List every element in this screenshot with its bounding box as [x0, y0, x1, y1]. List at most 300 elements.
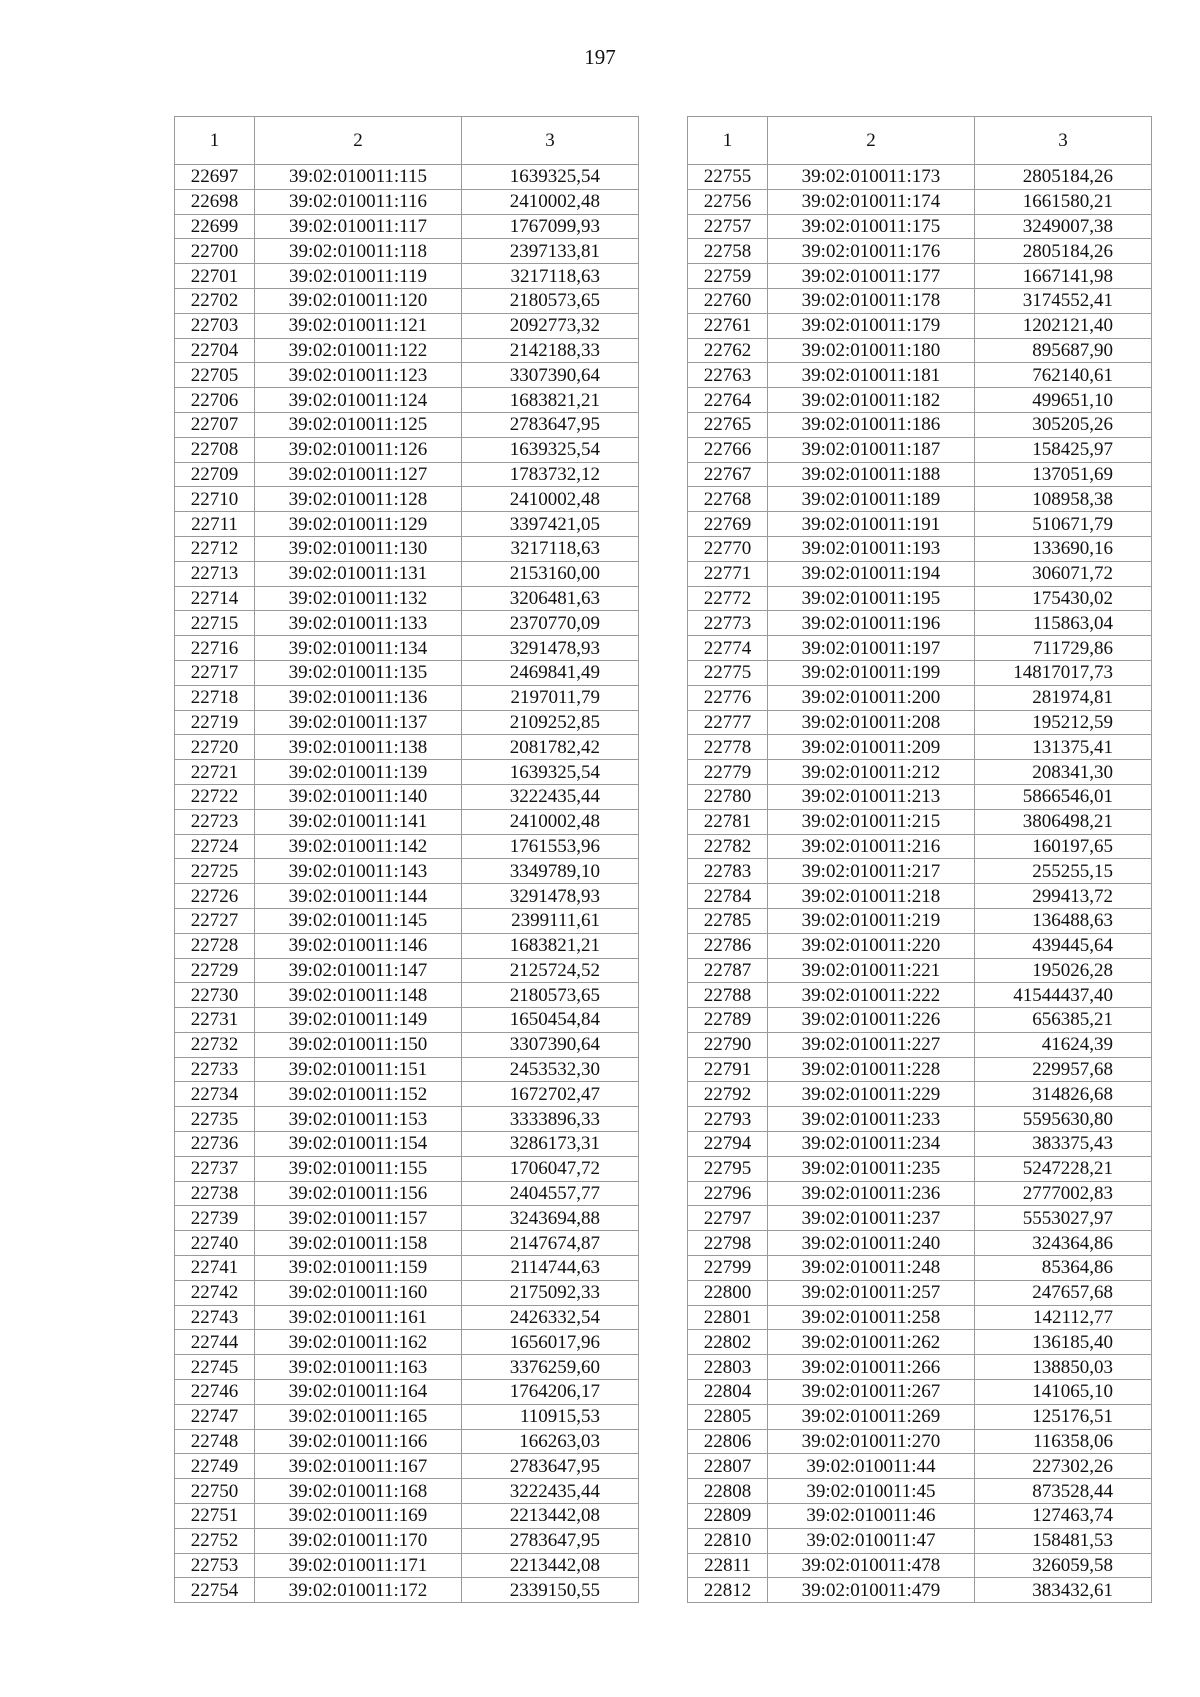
cadastral-id-cell: 39:02:010011:187 — [768, 437, 975, 462]
row-number-cell: 22739 — [175, 1206, 255, 1231]
table-row — [688, 1280, 1152, 1305]
table-row — [688, 1553, 1152, 1578]
row-number-cell: 22804 — [688, 1380, 768, 1405]
table-row — [688, 1082, 1152, 1107]
cadastral-id-cell: 39:02:010011:196 — [768, 611, 975, 636]
row-number-cell: 22757 — [688, 214, 768, 239]
value-cell: 3217118,63 — [462, 264, 639, 289]
table-row — [688, 1032, 1152, 1057]
value-cell: 2805184,26 — [975, 239, 1152, 264]
value-cell: 1683821,21 — [462, 933, 639, 958]
row-number-cell: 22728 — [175, 933, 255, 958]
cadastral-id-cell: 39:02:010011:236 — [768, 1181, 975, 1206]
table-row — [688, 536, 1152, 561]
row-number-cell: 22735 — [175, 1107, 255, 1132]
value-cell: 227302,26 — [975, 1454, 1152, 1479]
cadastral-id-cell: 39:02:010011:175 — [768, 214, 975, 239]
table-row — [175, 611, 639, 636]
table-row — [688, 760, 1152, 785]
value-cell: 3806498,21 — [975, 809, 1152, 834]
value-cell: 131375,41 — [975, 735, 1152, 760]
cadastral-id-cell: 39:02:010011:479 — [768, 1578, 975, 1603]
value-cell: 115863,04 — [975, 611, 1152, 636]
value-cell: 2783647,95 — [462, 1528, 639, 1553]
value-cell: 2410002,48 — [462, 809, 639, 834]
cadastral-id-cell: 39:02:010011:266 — [768, 1355, 975, 1380]
table-row — [688, 1107, 1152, 1132]
row-number-cell: 22721 — [175, 760, 255, 785]
row-number-cell: 22742 — [175, 1280, 255, 1305]
table-row — [688, 958, 1152, 983]
value-cell: 1672702,47 — [462, 1082, 639, 1107]
value-cell: 1761553,96 — [462, 834, 639, 859]
table-row — [688, 189, 1152, 214]
row-number-cell: 22762 — [688, 338, 768, 363]
row-number-cell: 22787 — [688, 958, 768, 983]
cadastral-id-cell: 39:02:010011:179 — [768, 313, 975, 338]
value-cell: 3349789,10 — [462, 859, 639, 884]
row-number-cell: 22782 — [688, 834, 768, 859]
table-row — [175, 1280, 639, 1305]
cadastral-id-cell: 39:02:010011:165 — [255, 1404, 462, 1429]
row-number-cell: 22738 — [175, 1181, 255, 1206]
cadastral-id-cell: 39:02:010011:171 — [255, 1553, 462, 1578]
table-row — [175, 512, 639, 537]
value-cell: 1667141,98 — [975, 264, 1152, 289]
table-row — [688, 512, 1152, 537]
row-number-cell: 22746 — [175, 1380, 255, 1405]
cadastral-id-cell: 39:02:010011:125 — [255, 412, 462, 437]
cadastral-id-cell: 39:02:010011:219 — [768, 908, 975, 933]
cadastral-id-cell: 39:02:010011:152 — [255, 1082, 462, 1107]
row-number-cell: 22701 — [175, 264, 255, 289]
table-row — [175, 1156, 639, 1181]
table-row — [688, 710, 1152, 735]
row-number-cell: 22724 — [175, 834, 255, 859]
cadastral-id-cell: 39:02:010011:161 — [255, 1305, 462, 1330]
table-row — [175, 536, 639, 561]
row-number-cell: 22765 — [688, 412, 768, 437]
value-cell: 1767099,93 — [462, 214, 639, 239]
table-row — [175, 1231, 639, 1256]
table-row — [688, 1256, 1152, 1281]
table-row — [175, 884, 639, 909]
value-cell: 2783647,95 — [462, 1454, 639, 1479]
value-cell: 873528,44 — [975, 1479, 1152, 1504]
row-number-cell: 22741 — [175, 1256, 255, 1281]
value-cell: 2469841,49 — [462, 660, 639, 685]
row-number-cell: 22805 — [688, 1404, 768, 1429]
value-cell: 158481,53 — [975, 1528, 1152, 1553]
value-cell: 3222435,44 — [462, 1479, 639, 1504]
row-number-cell: 22780 — [688, 784, 768, 809]
table-row — [688, 611, 1152, 636]
value-cell: 2783647,95 — [462, 412, 639, 437]
value-cell: 1661580,21 — [975, 189, 1152, 214]
table-row — [688, 784, 1152, 809]
value-cell: 116358,06 — [975, 1429, 1152, 1454]
value-cell: 2213442,08 — [462, 1553, 639, 1578]
value-cell: 2109252,85 — [462, 710, 639, 735]
row-number-cell: 22710 — [175, 487, 255, 512]
value-cell: 136185,40 — [975, 1330, 1152, 1355]
row-number-cell: 22751 — [175, 1504, 255, 1529]
row-number-cell: 22779 — [688, 760, 768, 785]
cadastral-id-cell: 39:02:010011:220 — [768, 933, 975, 958]
row-number-cell: 22755 — [688, 165, 768, 190]
value-cell: 1706047,72 — [462, 1156, 639, 1181]
cadastral-id-cell: 39:02:010011:162 — [255, 1330, 462, 1355]
table-row — [175, 1107, 639, 1132]
row-number-cell: 22796 — [688, 1181, 768, 1206]
table-row — [175, 933, 639, 958]
table-row — [688, 1181, 1152, 1206]
value-cell: 3307390,64 — [462, 363, 639, 388]
value-cell: 1202121,40 — [975, 313, 1152, 338]
row-number-cell: 22713 — [175, 561, 255, 586]
value-cell: 383432,61 — [975, 1578, 1152, 1603]
cadastral-id-cell: 39:02:010011:121 — [255, 313, 462, 338]
row-number-cell: 22777 — [688, 710, 768, 735]
value-cell: 326059,58 — [975, 1553, 1152, 1578]
row-number-cell: 22785 — [688, 908, 768, 933]
cadastral-id-cell: 39:02:010011:262 — [768, 1330, 975, 1355]
table-row — [175, 1429, 639, 1454]
value-cell: 2125724,52 — [462, 958, 639, 983]
row-number-cell: 22773 — [688, 611, 768, 636]
table-row — [688, 660, 1152, 685]
row-number-cell: 22811 — [688, 1553, 768, 1578]
cadastral-table-left — [174, 116, 639, 1603]
row-number-cell: 22720 — [175, 735, 255, 760]
table-row — [175, 1032, 639, 1057]
value-cell: 2175092,33 — [462, 1280, 639, 1305]
cadastral-id-cell: 39:02:010011:177 — [768, 264, 975, 289]
row-number-cell: 22709 — [175, 462, 255, 487]
row-number-cell: 22781 — [688, 809, 768, 834]
table-row — [688, 1528, 1152, 1553]
row-number-cell: 22697 — [175, 165, 255, 190]
value-cell: 2404557,77 — [462, 1181, 639, 1206]
value-cell: 125176,51 — [975, 1404, 1152, 1429]
row-number-cell: 22791 — [688, 1057, 768, 1082]
row-number-cell: 22769 — [688, 512, 768, 537]
table-row — [175, 735, 639, 760]
table-row — [688, 884, 1152, 909]
cadastral-id-cell: 39:02:010011:127 — [255, 462, 462, 487]
cadastral-id-cell: 39:02:010011:118 — [255, 239, 462, 264]
column-header-value: 3 — [975, 117, 1152, 165]
row-number-cell: 22807 — [688, 1454, 768, 1479]
table-row — [688, 1578, 1152, 1603]
value-cell: 2426332,54 — [462, 1305, 639, 1330]
value-cell: 2180573,65 — [462, 288, 639, 313]
row-number-cell: 22743 — [175, 1305, 255, 1330]
cadastral-id-cell: 39:02:010011:195 — [768, 586, 975, 611]
table-row — [175, 1380, 639, 1405]
table-row — [688, 214, 1152, 239]
cadastral-id-cell: 39:02:010011:200 — [768, 685, 975, 710]
table-row — [175, 660, 639, 685]
cadastral-id-cell: 39:02:010011:134 — [255, 636, 462, 661]
table-row — [688, 586, 1152, 611]
table-row — [175, 214, 639, 239]
value-cell: 5247228,21 — [975, 1156, 1152, 1181]
value-cell: 3307390,64 — [462, 1032, 639, 1057]
value-cell: 305205,26 — [975, 412, 1152, 437]
table-row — [175, 264, 639, 289]
row-number-cell: 22705 — [175, 363, 255, 388]
row-number-cell: 22718 — [175, 685, 255, 710]
cadastral-id-cell: 39:02:010011:227 — [768, 1032, 975, 1057]
value-cell: 2339150,55 — [462, 1578, 639, 1603]
table-row — [175, 908, 639, 933]
row-number-cell: 22800 — [688, 1280, 768, 1305]
value-cell: 314826,68 — [975, 1082, 1152, 1107]
cadastral-id-cell: 39:02:010011:126 — [255, 437, 462, 462]
value-cell: 41544437,40 — [975, 983, 1152, 1008]
row-number-cell: 22810 — [688, 1528, 768, 1553]
cadastral-id-cell: 39:02:010011:136 — [255, 685, 462, 710]
value-cell: 1639325,54 — [462, 437, 639, 462]
value-cell: 2081782,42 — [462, 735, 639, 760]
cadastral-id-cell: 39:02:010011:199 — [768, 660, 975, 685]
row-number-cell: 22732 — [175, 1032, 255, 1057]
table-row — [688, 834, 1152, 859]
cadastral-id-cell: 39:02:010011:137 — [255, 710, 462, 735]
row-number-cell: 22704 — [175, 338, 255, 363]
table-row — [688, 1479, 1152, 1504]
value-cell: 3249007,38 — [975, 214, 1152, 239]
value-cell: 41624,39 — [975, 1032, 1152, 1057]
cadastral-id-cell: 39:02:010011:132 — [255, 586, 462, 611]
cadastral-id-cell: 39:02:010011:119 — [255, 264, 462, 289]
row-number-cell: 22809 — [688, 1504, 768, 1529]
value-cell: 160197,65 — [975, 834, 1152, 859]
value-cell: 195212,59 — [975, 710, 1152, 735]
value-cell: 108958,38 — [975, 487, 1152, 512]
table-row — [175, 561, 639, 586]
value-cell: 3222435,44 — [462, 784, 639, 809]
value-cell: 110915,53 — [462, 1404, 639, 1429]
value-cell: 2213442,08 — [462, 1504, 639, 1529]
table-row — [688, 412, 1152, 437]
row-number-cell: 22802 — [688, 1330, 768, 1355]
cadastral-id-cell: 39:02:010011:151 — [255, 1057, 462, 1082]
cadastral-id-cell: 39:02:010011:146 — [255, 933, 462, 958]
table-row — [175, 1528, 639, 1553]
cadastral-id-cell: 39:02:010011:215 — [768, 809, 975, 834]
cadastral-id-cell: 39:02:010011:182 — [768, 388, 975, 413]
cadastral-id-cell: 39:02:010011:216 — [768, 834, 975, 859]
cadastral-id-cell: 39:02:010011:218 — [768, 884, 975, 909]
table-row — [175, 983, 639, 1008]
row-number-cell: 22775 — [688, 660, 768, 685]
cadastral-id-cell: 39:02:010011:217 — [768, 859, 975, 884]
cadastral-id-cell: 39:02:010011:174 — [768, 189, 975, 214]
value-cell: 1764206,17 — [462, 1380, 639, 1405]
table-row — [688, 1305, 1152, 1330]
value-cell: 2197011,79 — [462, 685, 639, 710]
row-number-cell: 22759 — [688, 264, 768, 289]
row-number-cell: 22706 — [175, 388, 255, 413]
cadastral-id-cell: 39:02:010011:120 — [255, 288, 462, 313]
table-row — [175, 1553, 639, 1578]
cadastral-id-cell: 39:02:010011:193 — [768, 536, 975, 561]
cadastral-id-cell: 39:02:010011:194 — [768, 561, 975, 586]
table-row — [688, 388, 1152, 413]
table-row — [175, 288, 639, 313]
column-header-cadastral-id: 2 — [768, 117, 975, 165]
cadastral-id-cell: 39:02:010011:155 — [255, 1156, 462, 1181]
value-cell: 229957,68 — [975, 1057, 1152, 1082]
row-number-cell: 22753 — [175, 1553, 255, 1578]
row-number-cell: 22789 — [688, 1008, 768, 1033]
value-cell: 2410002,48 — [462, 487, 639, 512]
cadastral-id-cell: 39:02:010011:46 — [768, 1504, 975, 1529]
table-row — [175, 1082, 639, 1107]
row-number-cell: 22770 — [688, 536, 768, 561]
table-row — [175, 859, 639, 884]
row-number-cell: 22761 — [688, 313, 768, 338]
column-header-number: 1 — [175, 117, 255, 165]
row-number-cell: 22750 — [175, 1479, 255, 1504]
cadastral-id-cell: 39:02:010011:222 — [768, 983, 975, 1008]
row-number-cell: 22794 — [688, 1132, 768, 1157]
table-row — [175, 462, 639, 487]
row-number-cell: 22707 — [175, 412, 255, 437]
cadastral-id-cell: 39:02:010011:130 — [255, 536, 462, 561]
cadastral-id-cell: 39:02:010011:124 — [255, 388, 462, 413]
cadastral-id-cell: 39:02:010011:135 — [255, 660, 462, 685]
column-header-cadastral-id: 2 — [255, 117, 462, 165]
cadastral-id-cell: 39:02:010011:189 — [768, 487, 975, 512]
cadastral-id-cell: 39:02:010011:140 — [255, 784, 462, 809]
row-number-cell: 22771 — [688, 561, 768, 586]
table-row — [688, 1355, 1152, 1380]
cadastral-id-cell: 39:02:010011:270 — [768, 1429, 975, 1454]
table-row — [688, 1454, 1152, 1479]
table-row — [175, 1404, 639, 1429]
table-row — [175, 1057, 639, 1082]
cadastral-id-cell: 39:02:010011:208 — [768, 710, 975, 735]
value-cell: 2142188,33 — [462, 338, 639, 363]
value-cell: 2399111,61 — [462, 908, 639, 933]
cadastral-id-cell: 39:02:010011:181 — [768, 363, 975, 388]
page-number: 197 — [584, 45, 616, 69]
row-number-cell: 22793 — [688, 1107, 768, 1132]
cadastral-id-cell: 39:02:010011:144 — [255, 884, 462, 909]
cadastral-id-cell: 39:02:010011:153 — [255, 1107, 462, 1132]
table-row — [688, 1156, 1152, 1181]
value-cell: 14817017,73 — [975, 660, 1152, 685]
value-cell: 3217118,63 — [462, 536, 639, 561]
table-row — [688, 685, 1152, 710]
row-number-cell: 22730 — [175, 983, 255, 1008]
table-row — [688, 1206, 1152, 1231]
value-cell: 3397421,05 — [462, 512, 639, 537]
cadastral-id-cell: 39:02:010011:209 — [768, 735, 975, 760]
table-row — [688, 859, 1152, 884]
value-cell: 2092773,32 — [462, 313, 639, 338]
cadastral-id-cell: 39:02:010011:123 — [255, 363, 462, 388]
value-cell: 3174552,41 — [975, 288, 1152, 313]
table-row — [175, 1305, 639, 1330]
table-row — [175, 388, 639, 413]
cadastral-id-cell: 39:02:010011:169 — [255, 1504, 462, 1529]
cadastral-id-cell: 39:02:010011:168 — [255, 1479, 462, 1504]
value-cell: 299413,72 — [975, 884, 1152, 909]
row-number-cell: 22754 — [175, 1578, 255, 1603]
cadastral-id-cell: 39:02:010011:154 — [255, 1132, 462, 1157]
value-cell: 3291478,93 — [462, 636, 639, 661]
cadastral-id-cell: 39:02:010011:197 — [768, 636, 975, 661]
value-cell: 439445,64 — [975, 933, 1152, 958]
table-row — [175, 958, 639, 983]
row-number-cell: 22726 — [175, 884, 255, 909]
value-cell: 137051,69 — [975, 462, 1152, 487]
row-number-cell: 22798 — [688, 1231, 768, 1256]
value-cell: 2147674,87 — [462, 1231, 639, 1256]
table-row — [688, 933, 1152, 958]
cadastral-id-cell: 39:02:010011:226 — [768, 1008, 975, 1033]
table-row — [688, 1429, 1152, 1454]
row-number-cell: 22767 — [688, 462, 768, 487]
table-row — [688, 288, 1152, 313]
row-number-cell: 22715 — [175, 611, 255, 636]
row-number-cell: 22734 — [175, 1082, 255, 1107]
row-number-cell: 22716 — [175, 636, 255, 661]
cadastral-id-cell: 39:02:010011:156 — [255, 1181, 462, 1206]
table-row — [688, 809, 1152, 834]
row-number-cell: 22801 — [688, 1305, 768, 1330]
cadastral-id-cell: 39:02:010011:186 — [768, 412, 975, 437]
row-number-cell: 22803 — [688, 1355, 768, 1380]
value-cell: 711729,86 — [975, 636, 1152, 661]
table-row — [175, 586, 639, 611]
table-row — [175, 1132, 639, 1157]
table-row — [688, 908, 1152, 933]
table-row — [175, 1355, 639, 1380]
cadastral-id-cell: 39:02:010011:267 — [768, 1380, 975, 1405]
row-number-cell: 22788 — [688, 983, 768, 1008]
cadastral-id-cell: 39:02:010011:128 — [255, 487, 462, 512]
value-cell: 1683821,21 — [462, 388, 639, 413]
column-header-value: 3 — [462, 117, 639, 165]
table-row — [175, 809, 639, 834]
cadastral-id-cell: 39:02:010011:148 — [255, 983, 462, 1008]
row-number-cell: 22812 — [688, 1578, 768, 1603]
row-number-cell: 22698 — [175, 189, 255, 214]
value-cell: 127463,74 — [975, 1504, 1152, 1529]
value-cell: 281974,81 — [975, 685, 1152, 710]
row-number-cell: 22756 — [688, 189, 768, 214]
table-row — [175, 760, 639, 785]
table-row — [175, 437, 639, 462]
value-cell: 85364,86 — [975, 1256, 1152, 1281]
row-number-cell: 22714 — [175, 586, 255, 611]
cadastral-id-cell: 39:02:010011:122 — [255, 338, 462, 363]
value-cell: 138850,03 — [975, 1355, 1152, 1380]
cadastral-id-cell: 39:02:010011:269 — [768, 1404, 975, 1429]
cadastral-id-cell: 39:02:010011:163 — [255, 1355, 462, 1380]
value-cell: 2453532,30 — [462, 1057, 639, 1082]
row-number-cell: 22727 — [175, 908, 255, 933]
value-cell: 133690,16 — [975, 536, 1152, 561]
value-cell: 3376259,60 — [462, 1355, 639, 1380]
row-number-cell: 22808 — [688, 1479, 768, 1504]
cadastral-id-cell: 39:02:010011:248 — [768, 1256, 975, 1281]
